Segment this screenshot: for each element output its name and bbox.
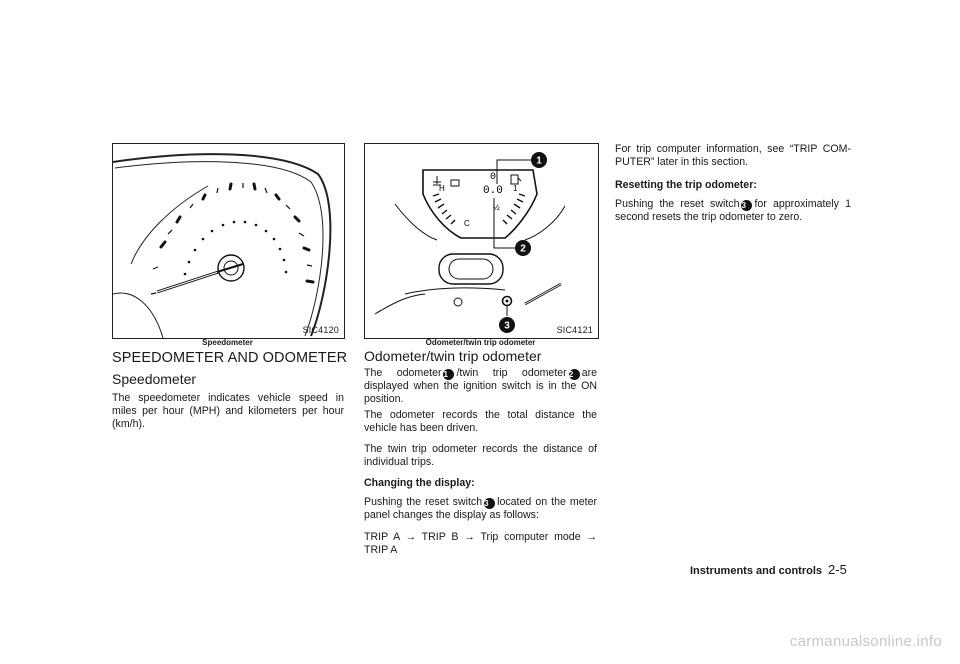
odometer-paragraph-4: Pushing the reset switch 3 located on the meter panel changes the display as follows:: [364, 496, 597, 521]
callout-1: [531, 152, 547, 168]
gauge-label-c: C: [464, 219, 470, 228]
resetting-trip-paragraph: Pushing the reset switch 3 for approximately 1 second resets the trip odometer to zero.: [615, 198, 852, 223]
odometer-caption: Odometer/twin trip odometer: [425, 338, 536, 347]
speedometer-paragraph: The speedometer indicates vehicle speed in miles per hour (MPH) and kilometers per hour (km/h).: [112, 392, 344, 430]
speedometer-illustration: [113, 144, 344, 338]
callout-ref-1: 1: [443, 369, 454, 380]
page-footer: [690, 562, 847, 577]
svg-text:3: 3: [504, 320, 510, 332]
trip-computer-paragraph: For trip computer information, see “TRIP COM-PUTER” later in this section.: [615, 143, 851, 168]
callout-2: [515, 240, 531, 256]
svg-text:2: 2: [520, 243, 526, 255]
odometer-digit-display: 0: [490, 172, 497, 183]
section-title: SPEEDOMETER AND ODOMETER: [112, 350, 348, 366]
odometer-paragraph-3: The twin trip odometer records the distance of individual trips.: [364, 443, 597, 468]
figure-code-speedometer: SIC4120: [302, 325, 339, 335]
odometer-paragraph-2: The odometer records the total distance the vehicle has been driven.: [364, 409, 597, 434]
speedometer-heading: Speedometer: [112, 371, 197, 387]
odometer-figure: [364, 143, 599, 339]
resetting-trip-heading: Resetting the trip odometer:: [615, 179, 757, 191]
gauge-label-h: H: [439, 184, 445, 193]
gauge-label-one: 1: [513, 184, 518, 193]
callout-ref-3: 3: [484, 498, 495, 509]
trip-digit-display: 0.0: [483, 185, 503, 197]
changing-display-heading: Changing the display:: [364, 477, 475, 489]
odometer-paragraph-1: The odometer 1 /twin trip odometer 2 are displayed when the ignition switch is in the ON position.: [364, 367, 597, 405]
watermark: carmanualsonline.info: [789, 633, 942, 650]
callout-ref-3b: 3: [741, 200, 752, 211]
page-number: 2-5: [828, 562, 847, 577]
speedometer-caption: Speedometer: [202, 338, 253, 347]
callout-3: [499, 317, 515, 333]
speedometer-figure: [112, 143, 345, 339]
svg-text:1: 1: [536, 155, 542, 167]
odometer-illustration: [365, 144, 598, 338]
display-sequence: TRIP A → TRIP B → Trip computer mode → TRIP A: [364, 531, 597, 556]
callout-ref-2: 2: [569, 369, 580, 380]
odometer-heading: Odometer/twin trip odometer: [364, 348, 542, 364]
figure-code-odometer: SIC4121: [556, 325, 593, 335]
footer-section: Instruments and controls: [690, 565, 823, 577]
gauge-label-half: ½: [493, 203, 500, 212]
